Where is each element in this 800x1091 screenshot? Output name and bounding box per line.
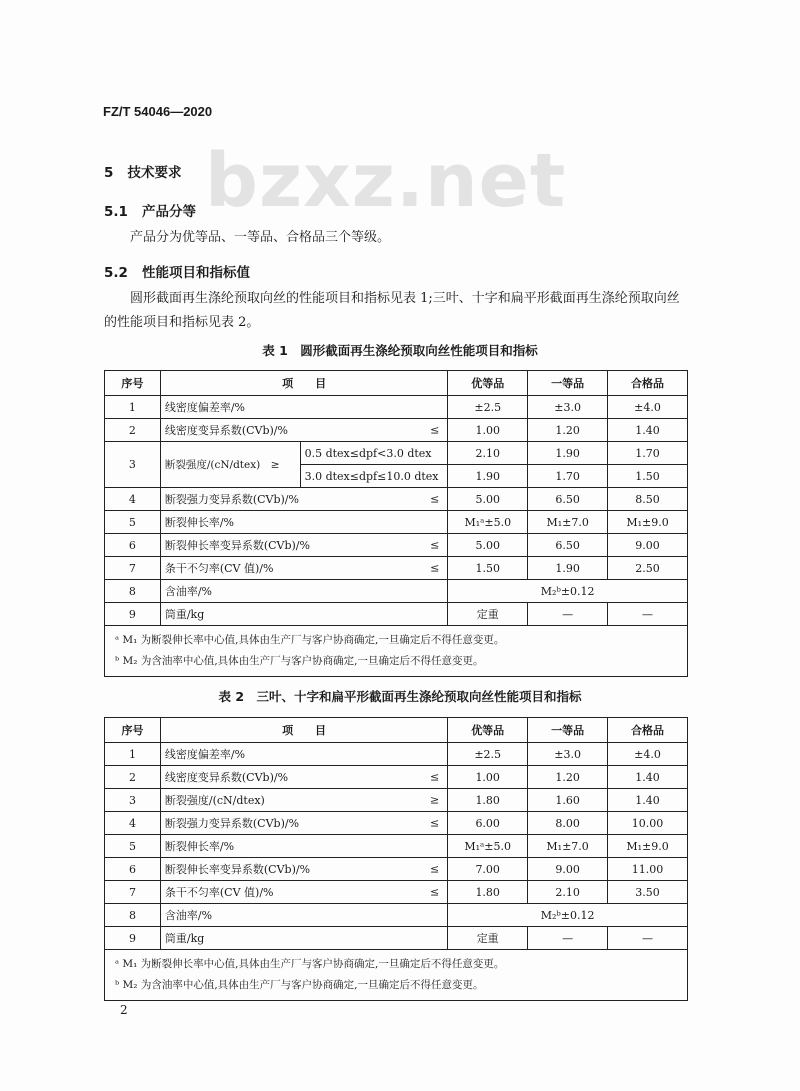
table-row: [105, 927, 688, 950]
footnote-b: ᵇ M₂ 为含油率中心值,具体由生产厂与客户协商确定,一旦确定后不得任意变更。: [115, 979, 484, 991]
table-row: [105, 881, 688, 904]
col-header-grade1: 优等品: [448, 718, 528, 743]
cell-grade1: ±2.5: [448, 396, 528, 419]
table-row: [105, 557, 688, 580]
table1: [104, 370, 688, 677]
cell-merged: M₂ᵇ±0.12: [448, 904, 688, 927]
table-header-row: [105, 371, 688, 396]
cell-grade3: —: [608, 603, 688, 626]
table-row: [105, 488, 688, 511]
col-header-grade3: 合格品: [608, 371, 688, 396]
row-item: 条干不匀率(CV 值)/% ≤: [160, 557, 448, 580]
row-item: 含油率/%: [160, 904, 447, 927]
section-5-1-heading: [104, 200, 196, 220]
footnote-b: ᵇ M₂ 为含油率中心值,具体由生产厂与客户协商确定,一旦确定后不得任意变更。: [115, 655, 484, 667]
cell-merged: M₂ᵇ±0.12: [448, 580, 688, 603]
section-5-heading: [104, 161, 182, 181]
table-header-row: [105, 718, 688, 743]
cell-grade1: 5.00: [448, 488, 528, 511]
page-number: 2: [120, 1003, 128, 1017]
row-no: 7: [105, 881, 161, 904]
row-no: 8: [105, 904, 161, 927]
row-item: 含油率/%: [160, 580, 448, 603]
cell-grade3: ±4.0: [608, 396, 688, 419]
row-item: 线密度变异系数(CVb)/% ≤: [160, 419, 448, 442]
section-number: 5.2: [104, 265, 128, 281]
section-title: 产品分等: [142, 204, 197, 220]
row-no: 7: [105, 557, 161, 580]
row-item: 筒重/kg: [160, 927, 447, 950]
row-no: 2: [105, 766, 161, 789]
table2-caption: 表 2 三叶、十字和扁平形截面再生涤纶预取向丝性能项目和指标: [218, 689, 582, 704]
table-row: [105, 904, 688, 927]
cell-grade3: 3.50: [608, 881, 688, 904]
footnote-a: ᵃ M₁ 为断裂伸长率中心值,具体由生产厂与客户协商确定,一旦确定后不得任意变更。: [115, 634, 505, 646]
cell-grade1: 6.00: [448, 812, 528, 835]
col-header-item: 项 目: [160, 371, 448, 396]
cell-grade3: 10.00: [608, 812, 688, 835]
row-no: 6: [105, 534, 161, 557]
cell-grade3: 11.00: [608, 858, 688, 881]
table-row: [105, 511, 688, 534]
table-row: [105, 858, 688, 881]
section-5-1-text: 产品分为优等品、一等品、合格品三个等级。: [130, 230, 391, 245]
cell-grade2: 1.60: [528, 789, 608, 812]
section-number: 5: [104, 165, 114, 181]
row-item: 断裂伸长率/%: [160, 511, 448, 534]
row-no: 4: [105, 488, 161, 511]
cell-grade2: 6.50: [528, 534, 608, 557]
row-no: 3: [105, 442, 161, 488]
section-5-2-heading: [104, 261, 250, 281]
cell-grade3: 9.00: [608, 534, 688, 557]
section-number: 5.1: [104, 204, 128, 220]
col-header-grade2: 一等品: [528, 371, 608, 396]
cell-grade3: M₁±9.0: [608, 511, 688, 534]
row-item: 断裂强度/(cN/dtex) ≥: [160, 442, 300, 488]
cell-grade1: 5.00: [448, 534, 528, 557]
table-row: [105, 835, 688, 858]
table-row: [105, 580, 688, 603]
cell-grade1: M₁ᵃ±5.0: [448, 835, 528, 858]
table-row: [105, 743, 688, 766]
cell-grade3: 1.40: [608, 789, 688, 812]
watermark: bzxz.net: [205, 138, 567, 224]
section-title: 性能项目和指标值: [142, 265, 251, 281]
cell-grade3: 2.50: [608, 557, 688, 580]
row-item: 线密度偏差率/%: [160, 396, 448, 419]
row-no: 1: [105, 743, 161, 766]
cell-grade3: 1.50: [608, 465, 688, 488]
cell-grade2: 9.00: [528, 858, 608, 881]
cell-grade1: ±2.5: [448, 743, 528, 766]
cell-grade2: 2.10: [528, 881, 608, 904]
row-no: 9: [105, 927, 161, 950]
col-header-item: 项 目: [160, 718, 447, 743]
cell-grade2: 1.70: [528, 465, 608, 488]
cell-grade1: 1.80: [448, 881, 528, 904]
table1-caption: 表 1 圆形截面再生涤纶预取向丝性能项目和指标: [262, 343, 538, 358]
row-no: 1: [105, 396, 161, 419]
section-title: 技术要求: [127, 165, 182, 181]
col-header-no: 序号: [105, 718, 161, 743]
row-item: 条干不匀率(CV 值)/% ≤: [160, 881, 447, 904]
cell-grade1: 7.00: [448, 858, 528, 881]
table-row: [105, 603, 688, 626]
cell-grade2: 1.20: [528, 766, 608, 789]
row-item: 断裂强力变异系数(CVb)/% ≤: [160, 488, 448, 511]
cell-grade1: 1.00: [448, 419, 528, 442]
row-subitem: 3.0 dtex≤dpf≤10.0 dtex: [300, 465, 448, 488]
cell-grade1: 1.50: [448, 557, 528, 580]
cell-grade1: 1.80: [448, 789, 528, 812]
cell-grade3: ±4.0: [608, 743, 688, 766]
row-no: 2: [105, 419, 161, 442]
row-no: 6: [105, 858, 161, 881]
cell-grade2: 8.00: [528, 812, 608, 835]
cell-grade2: —: [528, 927, 608, 950]
cell-grade1: 定重: [448, 927, 528, 950]
row-no: 9: [105, 603, 161, 626]
table-row: [105, 789, 688, 812]
col-header-grade1: 优等品: [448, 371, 528, 396]
cell-grade1: 2.10: [448, 442, 528, 465]
row-item: 断裂伸长率变异系数(CVb)/% ≤: [160, 858, 447, 881]
row-item: 断裂强度/(cN/dtex) ≥: [160, 789, 447, 812]
table-notes-row: [105, 626, 688, 677]
row-item: 断裂伸长率/%: [160, 835, 447, 858]
cell-grade2: ±3.0: [528, 396, 608, 419]
row-item: 断裂强力变异系数(CVb)/% ≤: [160, 812, 447, 835]
cell-grade3: 1.40: [608, 766, 688, 789]
table-row: [105, 766, 688, 789]
row-no: 3: [105, 789, 161, 812]
cell-grade2: M₁±7.0: [528, 511, 608, 534]
col-header-grade3: 合格品: [608, 718, 688, 743]
row-item: 筒重/kg: [160, 603, 448, 626]
cell-grade3: M₁±9.0: [608, 835, 688, 858]
row-item: 线密度变异系数(CVb)/% ≤: [160, 766, 447, 789]
row-no: 5: [105, 511, 161, 534]
row-no: 8: [105, 580, 161, 603]
col-header-no: 序号: [105, 371, 161, 396]
cell-grade1: M₁ᵃ±5.0: [448, 511, 528, 534]
cell-grade2: 1.90: [528, 442, 608, 465]
cell-grade3: 1.70: [608, 442, 688, 465]
section-5-2-text: 圆形截面再生涤纶预取向丝的性能项目和指标见表 1;三叶、十字和扁平形截面再生涤纶预取向丝的性能项目和指标见表 2。: [104, 291, 680, 330]
cell-grade1: 1.00: [448, 766, 528, 789]
cell-grade2: M₁±7.0: [528, 835, 608, 858]
cell-grade1: 定重: [448, 603, 528, 626]
table-row: [105, 812, 688, 835]
table-row: [105, 442, 688, 465]
footnote-a: ᵃ M₁ 为断裂伸长率中心值,具体由生产厂与客户协商确定,一旦确定后不得任意变更。: [115, 958, 505, 970]
row-no: 4: [105, 812, 161, 835]
cell-grade3: 1.40: [608, 419, 688, 442]
table-notes-row: [105, 950, 688, 1001]
cell-grade2: ±3.0: [528, 743, 608, 766]
cell-grade3: —: [608, 927, 688, 950]
cell-grade2: 6.50: [528, 488, 608, 511]
table-row: [105, 396, 688, 419]
col-header-grade2: 一等品: [528, 718, 608, 743]
cell-grade2: —: [528, 603, 608, 626]
table2: [104, 717, 688, 1001]
cell-grade3: 8.50: [608, 488, 688, 511]
row-no: 5: [105, 835, 161, 858]
table-row: [105, 419, 688, 442]
row-subitem: 0.5 dtex≤dpf<3.0 dtex: [300, 442, 448, 465]
cell-grade1: 1.90: [448, 465, 528, 488]
standard-number: FZ/T 54046—2020: [103, 104, 213, 119]
row-item: 断裂伸长率变异系数(CVb)/% ≤: [160, 534, 448, 557]
cell-grade2: 1.90: [528, 557, 608, 580]
row-item: 线密度偏差率/%: [160, 743, 447, 766]
table-row: [105, 534, 688, 557]
cell-grade2: 1.20: [528, 419, 608, 442]
